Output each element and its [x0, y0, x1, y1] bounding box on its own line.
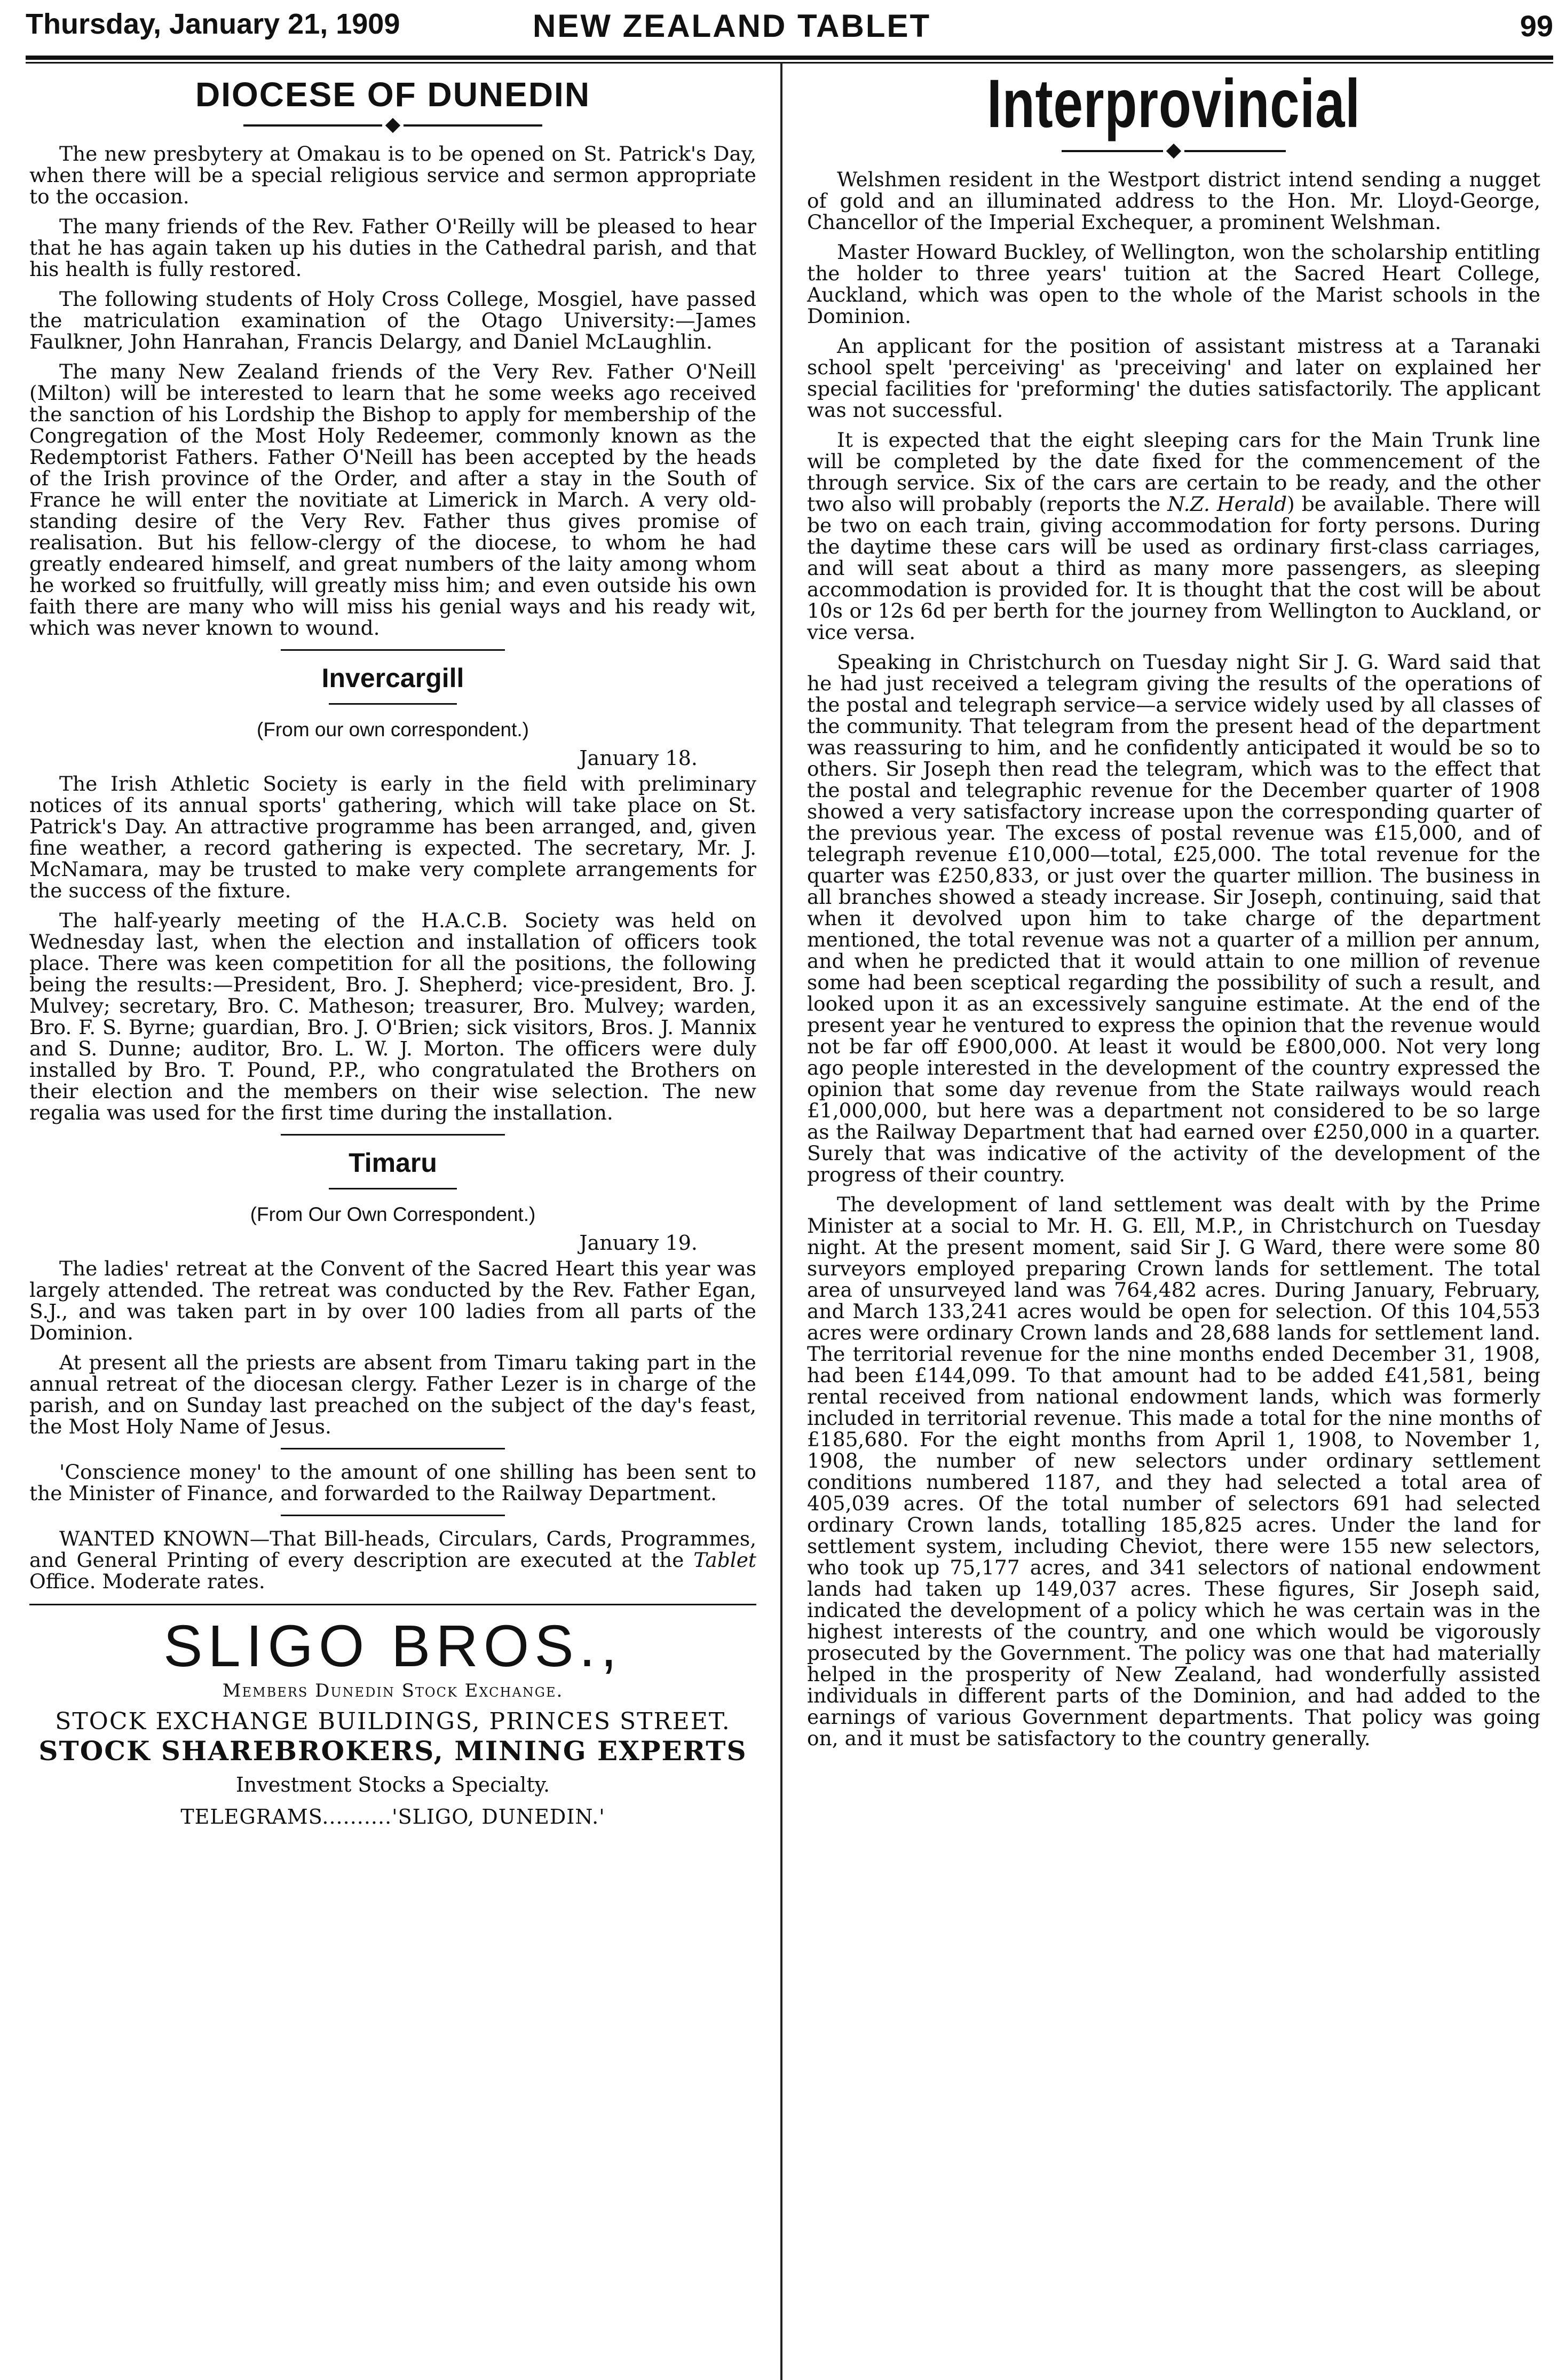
byline: (From Our Own Correspondent.) [250, 1203, 536, 1225]
article-paragraph: The development of land settlement was dealt with by the Prime Minister at a social to Mr. H. G. Ell, M.P., in Christchurch on Tuesday night. At the present moment, said Sir J. G Ward, there were some 80 surveyors employed preparing Crown lands for settlement. The total area of unsurveyed land was 764,482 acres. During January, February, and March 133,241 acres would be open for selection. Of this 104,553 acres were ordinary Crown lands and 28,688 lands for settlement land. The territorial revenue for the nine months ended December 31, 1908, had been £144,099. To that amount had to be added £41,581, being rental received from national endowment lands, which was formerly included in territorial revenue. This made a total for the nine months of £185,680. For the eight months from April 1, 1908, to November 1, 1908, the number of new selectors under ordinary settlement conditions numbered 1187, and they had selected a total area of 405,039 acres. Of the total number of selectors 691 had selected ordinary Crown lands, totalling 185,825 acres. Under the land for settlement system, including Cheviot, there were 155 new selectors, who took up 75,177 acres, and 341 selectors of national endowment lands had taken up 149,037 acres. These figures, Sir Joseph said, indicated the development of a policy which he was certain was in the highest interests of the country, and one which would be vigorously prosecuted by the Government. The policy was one that had materially helped in the prosperity of New Zealand, had wonderfully assisted individuals in different parts of the Dominion, and had added to the earnings of various Government departments. That policy was going on, and it must be satisfactory to the country generally. [807, 1193, 1540, 1751]
masthead-title: NEW ZEALAND TABLET [533, 8, 931, 44]
dateline: January 19. [579, 1231, 698, 1255]
section-rule [281, 649, 505, 651]
header-date: Thursday, January 21, 1909 [26, 8, 400, 40]
article-paragraph: The many friends of the Rev. Father O'Reilly will be pleased to hear that he has again taken up his duties in the Cathedral parish, and that his health is fully restored. [29, 215, 756, 281]
article-italic: N.Z. Herald [1167, 492, 1287, 516]
notice-text: WANTED KNOWN—That Bill-heads, Circulars, Cards, Programmes, and General Printing of every description are executed at the [29, 1527, 756, 1572]
page-number: 99 [1520, 9, 1553, 43]
advert-specialty: Investment Stocks a Specialty. [235, 1773, 550, 1796]
left-column [29, 68, 756, 1829]
article-paragraph: The Irish Athletic Society is early in the field with preliminary notices of its annual sports' gathering, which will take place on St. Patrick's Day. An attractive programme has been arranged, and, given fine weather, a record gathering is expected. The secretary, Mr. J. McNamara, may be trusted to make very complete arrangements for the success of the fixture. [29, 772, 756, 902]
advert-rule [29, 1604, 756, 1605]
article-paragraph-sleeping-cars [807, 429, 1540, 643]
right-column [807, 68, 1540, 1758]
ornament-divider [1062, 143, 1286, 159]
advert-telegrams: TELEGRAMS..........'SLIGO, DUNEDIN.' [180, 1805, 605, 1829]
title-rule [329, 1188, 457, 1189]
advertisement-sligo [29, 1613, 756, 1829]
notice-text: Office. Moderate rates. [29, 1570, 265, 1593]
advert-services: STOCK SHAREBROKERS, MINING EXPERTS [38, 1735, 747, 1767]
advert-firm-name: SLIGO BROS., [163, 1613, 622, 1679]
notice-conscience-money: 'Conscience money' to the amount of one shilling has been sent to the Minister of Finance, and forwarded to the Railway Department. [29, 1460, 756, 1505]
article-text: It is expected that the eight sleeping cars for the Main Trunk line will be completed by the date fixed for the commencement of the through service. Six of the cars are certain to be ready, and the other two also will probably (reports the [807, 428, 1540, 516]
article-paragraph: The many New Zealand friends of the Very Rev. Father O'Neill (Milton) will be interested to learn that he some weeks ago received the sanction of his Lordship the Bishop to apply for membership of the Congregation of the Most Holy Redeemer, commonly known as the Redemptorist Fathers. Father O'Neill has been accepted by the heads of the Irish province of the Order, and after a stay in the South of France he will enter the novitiate at Limerick in March. A very old-standing desire of the Very Rev. Father thus gives promise of realisation. But his fellow-clergy of the diocese, to whom he had greatly endeared himself, and great numbers of the laity among whom he worked so fruitfully, will greatly miss him; and even outside his own faith there are many who will miss his genial ways and his ready wit, which was never known to wound. [29, 360, 756, 640]
page-header [26, 7, 1553, 57]
section-rule [281, 1448, 505, 1449]
title-rule [329, 703, 457, 705]
article-paragraph: At present all the priests are absent from Timaru taking part in the annual retreat of the diocesan clergy. Father Lezer is in charge of the parish, and on Sunday last preached on the subject of the day's feast, the Most Holy Name of Jesus. [29, 1351, 756, 1438]
byline: (From our own correspondent.) [257, 719, 529, 740]
article-paragraph: An applicant for the position of assistant mistress at a Taranaki school spelt 'perceiving' as 'preceiving' and later on explained her special facilities for 'preforming' the duties satisfactorily. The applicant was not successful. [807, 334, 1540, 422]
header-rule [26, 56, 1553, 60]
article-paragraph: Master Howard Buckley, of Wellington, won the scholarship entitling the holder to three years' tuition at the Sacred Heart College, Auckland, which was open to the whole of the Marist schools in the Dominion. [807, 240, 1540, 328]
dateline: January 18. [579, 746, 698, 770]
article-text: ) be available. There will be two on each train, giving accommodation for forty persons. During the daytime these cars will be used as ordinary first-class carriages, and will seat about a third as many more passengers, as sleeping accommodation is provided for. It is thought that the cost will be about 10s or 12s 6d per berth for the journey from Wellington to Auckland, or vice versa. [807, 492, 1541, 644]
notice-wanted-known [29, 1528, 756, 1592]
section-title-invercargill: Invercargill [321, 663, 464, 693]
article-paragraph: The following students of Holy Cross College, Mosgiel, have passed the matriculation examination of the Otago University:—James Faulkner, John Hanrahan, Francis Delargy, and Daniel McLaughlin. [29, 287, 756, 353]
advert-members: Members Dunedin Stock Exchange. [222, 1680, 564, 1701]
column-divider [780, 63, 782, 2380]
section-rule [281, 1515, 505, 1516]
section-title-interprovincial: Interprovincial [987, 66, 1361, 142]
article-paragraph: Speaking in Christchurch on Tuesday night Sir J. G. Ward said that he had just received a telegram giving the results of the operations of the postal and telegraph service—a service widely used by all classes of the community. That telegram from the present head of the department was reassuring to him, and he confidently anticipated it would be so to others. Sir Joseph then read the telegram, which was to the effect that the postal and telegraphic revenue for the December quarter of 1908 showed a very satisfactory increase upon the corresponding quarter of the previous year. The excess of postal revenue was £15,000, and of telegraph revenue £10,000—total, £25,000. The total revenue for the quarter was £250,833, or just over the quarter million. The business in all branches showed a steady increase. Sir Joseph, continuing, said that when it devolved upon him to take charge of the department mentioned, the total revenue was not a quarter of a million per annum, and when he predicted that it would attain to one million of revenue some had been sceptical regarding the possibility of such a result, and looked upon it as an excessively sanguine estimate. At the end of the present year he ventured to express the opinion that the revenue would not be far off £900,000. At least it would be £800,000. Not very long ago people interested in the development of the country expressed the opinion that some day revenue from the State railways would reach £1,000,000, but here was a department not considered to be so large as the Railway Department that had earned over £250,000 in a quarter. Surely that was indicative of the activity of the development of the progress of their country. [807, 650, 1540, 1187]
section-rule [281, 1134, 505, 1136]
section-title-timaru: Timaru [349, 1148, 437, 1178]
header-rule-thin [26, 62, 1553, 64]
article-paragraph: The ladies' retreat at the Convent of the Sacred Heart this year was largely attended. The retreat was conducted by the Rev. Father Egan, S.J., and was taken part in by over 100 ladies from all parts of the Dominion. [29, 1257, 756, 1344]
ornament-divider [243, 117, 542, 133]
article-paragraph: The new presbytery at Omakau is to be opened on St. Patrick's Day, when there will be a special religious service and sermon appropriate to the occasion. [29, 142, 756, 208]
article-paragraph: The half-yearly meeting of the H.A.C.B. Society was held on Wednesday last, when the election and installation of officers took place. There was keen competition for all the positions, the following being the results:—President, Bro. J. Shepherd; vice-president, Bro. J. Mulvey; secretary, Bro. C. Matheson; treasurer, Bro. Mulvey; warden, Bro. F. S. Byrne; guardian, Bro. J. O'Brien; sick visitors, Bros. J. Mannix and S. Dunne; auditor, Bro. L. W. J. Morton. The officers were duly installed by Bro. T. Pound, P.P., who congratulated the Brothers on their election and the members on their wise selection. The new regalia was used for the first time during the installation. [29, 909, 756, 1124]
section-title-diocese: DIOCESE OF DUNEDIN [195, 75, 591, 114]
advert-address: STOCK EXCHANGE BUILDINGS, PRINCES STREET. [55, 1708, 731, 1735]
notice-italic: Tablet [693, 1548, 756, 1572]
article-paragraph: Welshmen resident in the Westport district intend sending a nugget of gold and an illuminated address to the Hon. Mr. Lloyd-George, Chancellor of the Imperial Exchequer, a prominent Welshman. [807, 168, 1540, 234]
